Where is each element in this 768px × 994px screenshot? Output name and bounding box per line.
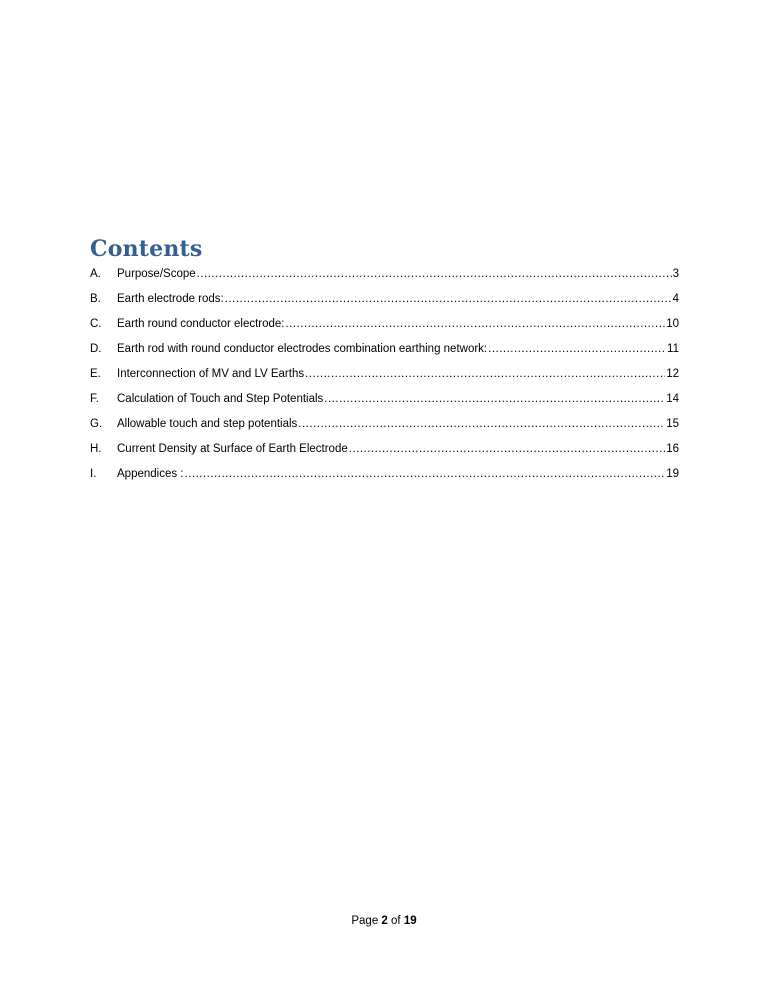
- toc-entry-page[interactable]: 12: [666, 368, 679, 380]
- footer-current-page: 2: [381, 915, 388, 927]
- toc-dot-leader: [324, 391, 665, 407]
- toc-entry-letter: D.: [90, 343, 102, 355]
- toc-entry-page[interactable]: 15: [666, 418, 679, 430]
- toc-dot-leader: [305, 366, 665, 382]
- toc-dot-leader: [349, 441, 665, 457]
- toc-dot-leader: [488, 341, 666, 357]
- toc-entry-page[interactable]: 10: [666, 318, 679, 330]
- toc-entry-page[interactable]: 4: [672, 293, 679, 305]
- footer-total-pages: 19: [403, 915, 417, 927]
- toc-entry-letter: H.: [90, 443, 102, 455]
- toc-entry-letter: G.: [90, 418, 103, 430]
- toc-title: Contents: [90, 236, 203, 262]
- toc-entry-text[interactable]: Interconnection of MV and LV Earths: [117, 368, 305, 380]
- toc-entry-current-density[interactable]: [90, 441, 679, 466]
- toc-entry-text[interactable]: Earth electrode rods:: [117, 293, 224, 305]
- toc-entry-text[interactable]: Appendices :: [117, 468, 184, 480]
- toc-list: [90, 266, 679, 491]
- footer-page-label: Page: [351, 915, 379, 927]
- page-footer: [0, 915, 768, 927]
- toc-entry-text[interactable]: Purpose/Scope: [117, 268, 196, 280]
- toc-entry-page[interactable]: 3: [672, 268, 679, 280]
- toc-entry-letter: E.: [90, 368, 101, 380]
- toc-entry-page[interactable]: 16: [666, 443, 679, 455]
- toc-entry-earth-round-conductor[interactable]: [90, 316, 679, 341]
- toc-entry-letter: B.: [90, 293, 101, 305]
- toc-entry-appendices[interactable]: [90, 466, 679, 491]
- toc-entry-touch-step-calculation[interactable]: [90, 391, 679, 416]
- toc-entry-letter: A.: [90, 268, 101, 280]
- toc-entry-interconnection[interactable]: [90, 366, 679, 391]
- toc-entry-letter: F.: [90, 393, 99, 405]
- toc-entry-combination-network[interactable]: [90, 341, 679, 366]
- toc-entry-text[interactable]: Allowable touch and step potentials: [117, 418, 298, 430]
- toc-entry-letter: I.: [90, 468, 97, 480]
- toc-dot-leader: [286, 316, 666, 332]
- toc-entry-letter: C.: [90, 318, 102, 330]
- toc-dot-leader: [225, 291, 672, 307]
- footer-of-label: of: [391, 915, 401, 927]
- toc-dot-leader: [185, 466, 666, 482]
- toc-entry-allowable-potentials[interactable]: [90, 416, 679, 441]
- toc-entry-text[interactable]: Current Density at Surface of Earth Electrode: [117, 443, 348, 455]
- toc-entry-text[interactable]: Earth rod with round conductor electrodes combination earthing network:: [117, 343, 488, 355]
- toc-entry-purpose-scope[interactable]: [90, 266, 679, 291]
- toc-entry-page[interactable]: 14: [666, 393, 679, 405]
- toc-dot-leader: [197, 266, 672, 282]
- toc-dot-leader: [298, 416, 665, 432]
- toc-entry-text[interactable]: Earth round conductor electrode:: [117, 318, 285, 330]
- toc-entry-text[interactable]: Calculation of Touch and Step Potentials: [117, 393, 324, 405]
- toc-entry-page[interactable]: 11: [667, 343, 679, 355]
- toc-entry-earth-electrode-rods[interactable]: [90, 291, 679, 316]
- toc-entry-page[interactable]: 19: [666, 468, 679, 480]
